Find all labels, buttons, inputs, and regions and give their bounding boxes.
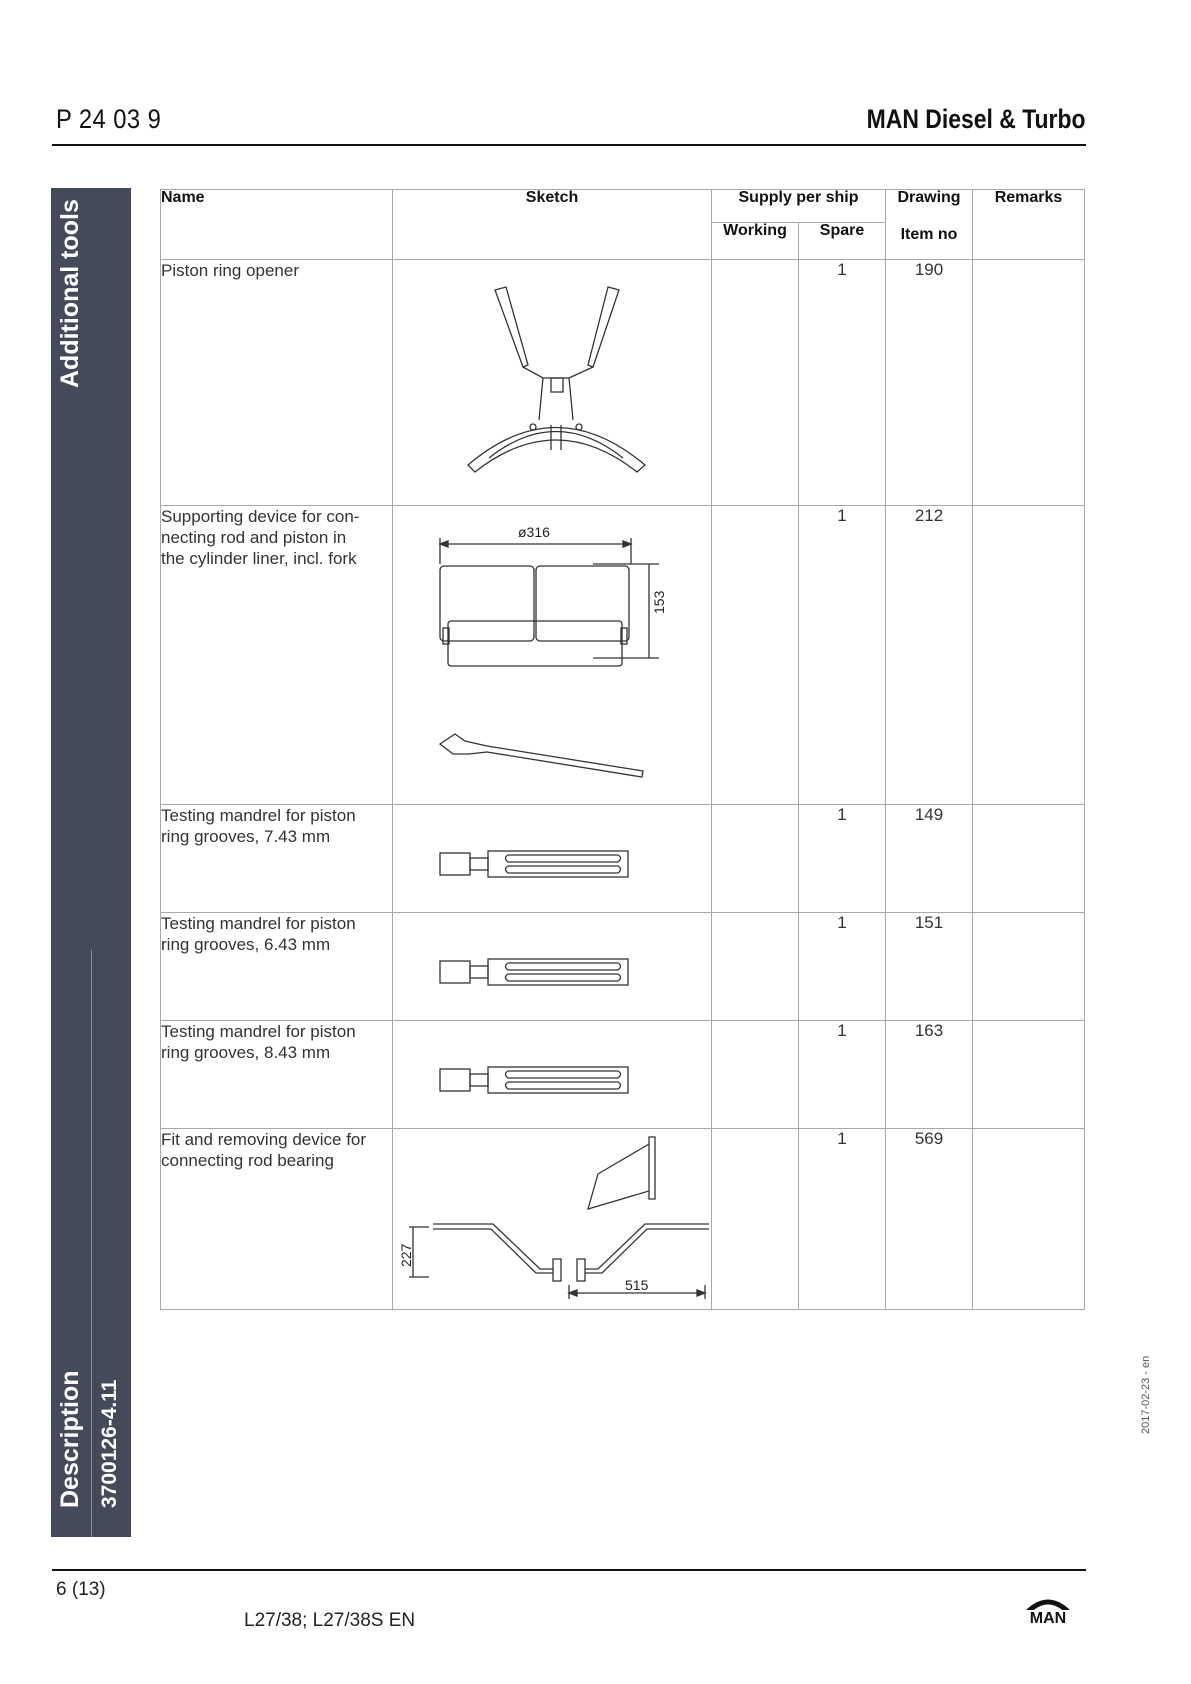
col-header-drawing: Drawing (886, 190, 973, 223)
document-code: P 24 03 9 (56, 104, 162, 134)
table-row (161, 912, 1085, 1020)
col-header-working: Working (712, 223, 799, 260)
spare-qty: 1 (799, 804, 886, 912)
sidebar-divider (91, 950, 92, 1537)
table-row (161, 505, 1085, 804)
section-title: Additional tools (56, 199, 84, 388)
spare-qty: 1 (799, 505, 886, 804)
remarks (973, 1020, 1085, 1128)
remarks (973, 505, 1085, 804)
table-row (161, 1128, 1085, 1309)
testing-mandrel-sketch (393, 804, 712, 912)
footer-rule (52, 1569, 1086, 1571)
header-rule (52, 144, 1086, 146)
col-header-spare: Spare (799, 223, 886, 260)
item-no: 190 (886, 259, 973, 505)
testing-mandrel-sketch (393, 912, 712, 1020)
col-header-supply: Supply per ship (712, 190, 886, 223)
col-header-name: Name (161, 190, 393, 260)
working-qty (712, 259, 799, 505)
item-no: 151 (886, 912, 973, 1020)
diameter-dimension: ø316 (518, 523, 550, 540)
brand-name: MAN Diesel & Turbo (867, 104, 1086, 134)
working-qty (712, 912, 799, 1020)
supporting-device-sketch (393, 505, 712, 804)
tool-name: Testing mandrel for piston ring grooves, 7.43 mm (161, 804, 393, 912)
doc-number: 3700126-4.11 (98, 1379, 121, 1508)
tools-table (160, 189, 1085, 1310)
man-logo-text: MAN (1029, 1610, 1067, 1626)
col-header-sketch: Sketch (393, 190, 712, 260)
working-qty (712, 804, 799, 912)
length-dimension: 515 (625, 1276, 649, 1293)
engine-type: L27/38; L27/38S EN (244, 1610, 416, 1631)
table-row (161, 804, 1085, 912)
table-header-row (161, 190, 1085, 223)
height-dimension: 227 (398, 1243, 414, 1267)
remarks (973, 259, 1085, 505)
item-no: 149 (886, 804, 973, 912)
table-row (161, 1020, 1085, 1128)
doc-type-label: Description (56, 1370, 84, 1508)
tool-name: Supporting device for con- necting rod and piston in the cylinder liner, incl. fork (161, 505, 393, 804)
item-no: 212 (886, 505, 973, 804)
col-header-remarks: Remarks (973, 190, 1085, 260)
spare-qty: 1 (799, 912, 886, 1020)
remarks (973, 1128, 1085, 1309)
working-qty (712, 1020, 799, 1128)
testing-mandrel-sketch (393, 1020, 712, 1128)
tool-name: Testing mandrel for piston ring grooves, 8.43 mm (161, 1020, 393, 1128)
working-qty (712, 505, 799, 804)
item-no: 163 (886, 1020, 973, 1128)
date-stamp: 2017-02-23 - en (1140, 1355, 1152, 1434)
table-row (161, 259, 1085, 505)
spare-qty: 1 (799, 1020, 886, 1128)
tool-name: Piston ring opener (161, 259, 393, 505)
height-dimension: 153 (651, 590, 667, 614)
fit-removing-device-sketch (393, 1128, 712, 1309)
tool-name: Fit and removing device for connecting rod bearing (161, 1128, 393, 1309)
remarks (973, 912, 1085, 1020)
piston-ring-opener-sketch (393, 259, 712, 505)
col-header-item-no: Item no (886, 223, 973, 260)
item-no: 569 (886, 1128, 973, 1309)
man-logo-icon (1015, 1586, 1081, 1626)
working-qty (712, 1128, 799, 1309)
tool-name: Testing mandrel for piston ring grooves, 6.43 mm (161, 912, 393, 1020)
remarks (973, 804, 1085, 912)
spare-qty: 1 (799, 1128, 886, 1309)
spare-qty: 1 (799, 259, 886, 505)
page-number: 6 (13) (56, 1579, 106, 1600)
